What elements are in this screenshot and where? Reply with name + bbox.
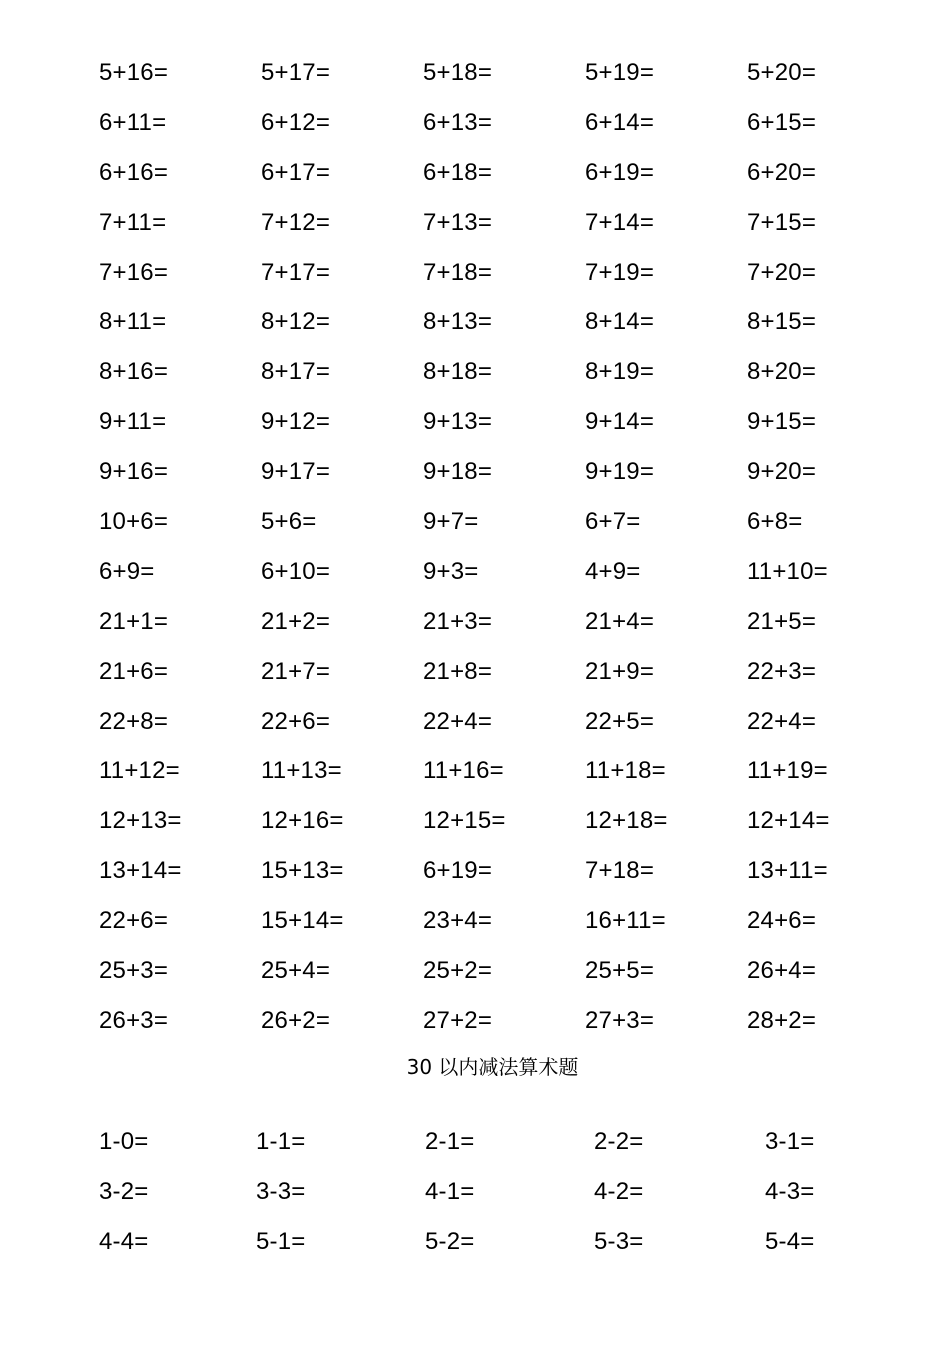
problem-row <box>99 98 919 148</box>
problem-row <box>99 297 919 347</box>
math-problem: 6+7= <box>585 507 641 535</box>
math-problem: 11+10= <box>747 557 828 585</box>
math-problem: 7+11= <box>99 208 167 236</box>
problem-row <box>99 397 919 447</box>
math-problem: 5-2= <box>425 1228 475 1255</box>
math-problem: 21+3= <box>423 607 493 635</box>
math-problem: 7+18= <box>423 258 493 286</box>
math-problem: 5+17= <box>261 58 331 86</box>
math-problem: 26+3= <box>99 1006 169 1034</box>
math-problem: 11+19= <box>747 757 828 785</box>
math-problem: 21+1= <box>99 607 169 635</box>
math-problem: 8+16= <box>99 358 169 386</box>
math-problem: 12+15= <box>423 807 506 835</box>
math-problem: 13+11= <box>747 857 828 885</box>
math-problem: 3-2= <box>99 1178 149 1205</box>
math-problem: 3-1= <box>765 1128 815 1155</box>
math-problem: 24+6= <box>747 907 817 935</box>
math-problem: 5+19= <box>585 58 655 86</box>
math-problem: 5-4= <box>765 1228 815 1255</box>
math-problem: 6+12= <box>261 108 331 136</box>
problem-row <box>99 1217 919 1267</box>
math-problem: 7+12= <box>261 208 331 236</box>
math-problem: 11+13= <box>261 757 342 785</box>
math-problem: 8+20= <box>747 358 817 386</box>
math-problem: 11+18= <box>585 757 666 785</box>
math-problem: 5+16= <box>99 58 169 86</box>
math-problem: 8+12= <box>261 308 331 336</box>
math-problem: 9+15= <box>747 408 817 436</box>
math-problem: 6+14= <box>585 108 655 136</box>
math-problem: 9+7= <box>423 507 479 535</box>
math-problem: 26+4= <box>747 956 817 984</box>
math-problem: 6+9= <box>99 557 155 585</box>
math-problem: 25+2= <box>423 956 493 984</box>
math-problem: 9+19= <box>585 458 655 486</box>
math-problem: 6+19= <box>585 158 655 186</box>
math-problem: 26+2= <box>261 1006 331 1034</box>
math-problem: 5+18= <box>423 58 493 86</box>
subtraction-problems <box>99 1117 919 1267</box>
math-problem: 27+2= <box>423 1006 493 1034</box>
math-problem: 22+5= <box>585 707 655 735</box>
math-problem: 23+4= <box>423 907 493 935</box>
problem-row <box>99 148 919 198</box>
math-problem: 21+7= <box>261 657 331 685</box>
math-problem: 6+18= <box>423 158 493 186</box>
math-problem: 21+2= <box>261 607 331 635</box>
math-problem: 4-3= <box>765 1178 815 1205</box>
math-problem: 8+17= <box>261 358 331 386</box>
math-problem: 5+6= <box>261 507 317 535</box>
math-problem: 12+13= <box>99 807 182 835</box>
math-problem: 9+3= <box>423 557 479 585</box>
problem-row <box>99 746 919 796</box>
problem-row <box>99 647 919 697</box>
math-problem: 9+17= <box>261 458 331 486</box>
math-problem: 6+15= <box>747 108 817 136</box>
math-problem: 22+6= <box>99 907 169 935</box>
math-problem: 9+13= <box>423 408 493 436</box>
math-problem: 7+16= <box>99 258 169 286</box>
math-problem: 5-3= <box>594 1228 644 1255</box>
math-problem: 22+4= <box>747 707 817 735</box>
math-problem: 25+5= <box>585 956 655 984</box>
math-problem: 9+12= <box>261 408 331 436</box>
math-problem: 6+8= <box>747 507 803 535</box>
math-problem: 6+10= <box>261 557 331 585</box>
math-problem: 22+3= <box>747 657 817 685</box>
problem-row <box>99 996 919 1046</box>
math-problem: 7+15= <box>747 208 817 236</box>
problem-row <box>99 347 919 397</box>
math-problem: 16+11= <box>585 907 666 935</box>
math-problem: 22+8= <box>99 707 169 735</box>
problem-row <box>99 597 919 647</box>
math-problem: 6+20= <box>747 158 817 186</box>
math-problem: 8+15= <box>747 308 817 336</box>
math-problem: 22+6= <box>261 707 331 735</box>
math-problem: 21+9= <box>585 657 655 685</box>
math-problem: 5+20= <box>747 58 817 86</box>
math-problem: 6+11= <box>99 108 167 136</box>
math-problem: 12+16= <box>261 807 344 835</box>
math-problem: 25+3= <box>99 956 169 984</box>
math-problem: 9+11= <box>99 408 167 436</box>
math-problem: 8+19= <box>585 358 655 386</box>
math-problem: 6+16= <box>99 158 169 186</box>
math-problem: 11+12= <box>99 757 180 785</box>
math-problem: 15+14= <box>261 907 344 935</box>
problem-row <box>99 896 919 946</box>
math-problem: 4-2= <box>594 1178 644 1205</box>
math-problem: 27+3= <box>585 1006 655 1034</box>
math-problem: 9+16= <box>99 458 169 486</box>
problem-row <box>99 846 919 896</box>
math-problem: 10+6= <box>99 507 169 535</box>
math-problem: 21+5= <box>747 607 817 635</box>
math-problem: 4-1= <box>425 1178 475 1205</box>
math-problem: 21+8= <box>423 657 493 685</box>
math-problem: 7+19= <box>585 258 655 286</box>
problem-row <box>99 198 919 248</box>
math-problem: 2-1= <box>425 1128 475 1155</box>
math-problem: 28+2= <box>747 1006 817 1034</box>
math-problem: 9+14= <box>585 408 655 436</box>
math-problem: 12+14= <box>747 807 830 835</box>
math-problem: 1-0= <box>99 1128 149 1155</box>
math-problem: 6+17= <box>261 158 331 186</box>
problem-row <box>99 1167 919 1217</box>
math-problem: 6+13= <box>423 108 493 136</box>
math-problem: 7+17= <box>261 258 331 286</box>
math-problem: 13+14= <box>99 857 182 885</box>
math-problem: 2-2= <box>594 1128 644 1155</box>
math-problem: 11+16= <box>423 757 504 785</box>
problem-row <box>99 48 919 98</box>
math-problem: 9+20= <box>747 458 817 486</box>
problem-row <box>99 946 919 996</box>
problem-row <box>99 447 919 497</box>
problem-row <box>99 497 919 547</box>
problem-row <box>99 248 919 298</box>
problem-row <box>99 697 919 747</box>
math-problem: 7+20= <box>747 258 817 286</box>
math-problem: 4+9= <box>585 557 641 585</box>
math-problem: 7+14= <box>585 208 655 236</box>
math-problem: 15+13= <box>261 857 344 885</box>
math-problem: 7+13= <box>423 208 493 236</box>
math-problem: 22+4= <box>423 707 493 735</box>
math-problem: 9+18= <box>423 458 493 486</box>
math-problem: 21+6= <box>99 657 169 685</box>
math-problem: 8+14= <box>585 308 655 336</box>
math-problem: 8+11= <box>99 308 167 336</box>
math-problem: 8+13= <box>423 308 493 336</box>
math-problem: 8+18= <box>423 358 493 386</box>
math-problem: 1-1= <box>256 1128 306 1155</box>
math-problem: 25+4= <box>261 956 331 984</box>
math-problem: 12+18= <box>585 807 668 835</box>
math-problem: 3-3= <box>256 1178 306 1205</box>
math-problem: 5-1= <box>256 1228 306 1255</box>
addition-problems <box>99 48 919 1046</box>
math-problem: 7+18= <box>585 857 655 885</box>
problem-row <box>99 796 919 846</box>
subtraction-section-title: 30 以内减法算术题 <box>406 1055 579 1079</box>
math-problem: 4-4= <box>99 1228 149 1255</box>
problem-row <box>99 1117 919 1167</box>
math-problem: 6+19= <box>423 857 493 885</box>
math-problem: 21+4= <box>585 607 655 635</box>
problem-row <box>99 547 919 597</box>
